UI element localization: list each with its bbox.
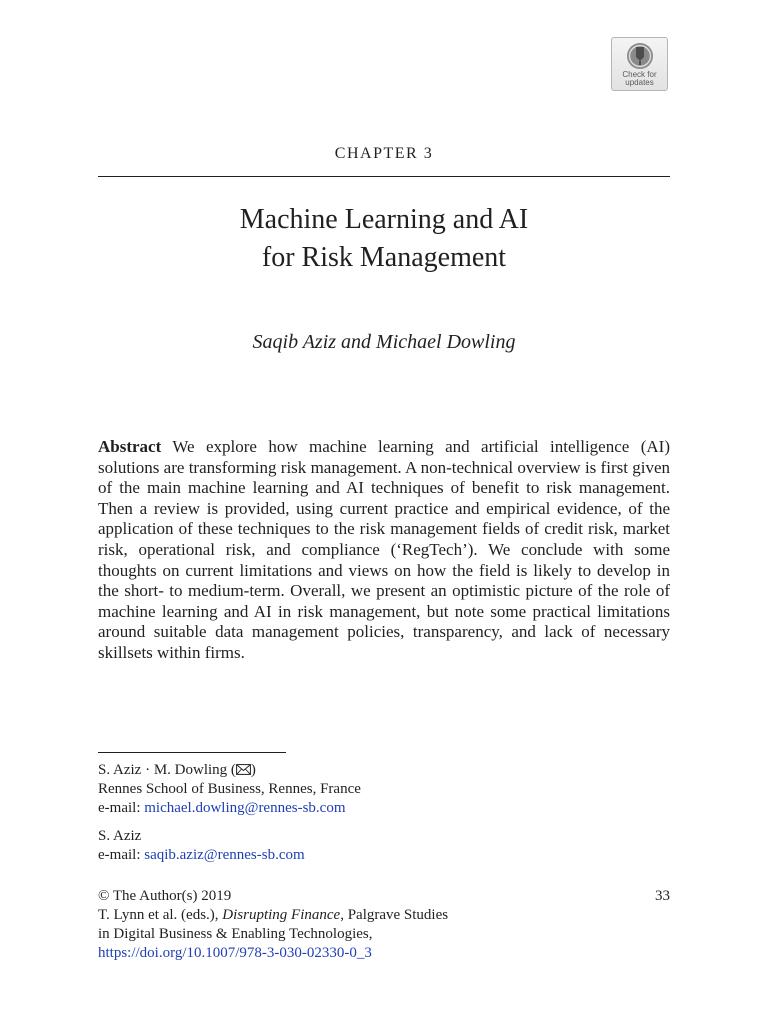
abstract-text: We explore how machine learning and artificial intelligence (AI) solutions are transforming risk management. A non-technical overview is first given of the main machine learning and AI techniques of benefit to risk management. Then a review is provided, using current practice and empirical evidence, of the application of these techniques to the risk management fields of credit risk, market risk, operational risk, and compliance (‘RegTech’). We conclude with some thoughts on current limitations and views on how the field is likely to develop in the short- to medium-term. Overall, we present an optimistic picture of the role of machine learning and AI in risk management, but note some practical limitations around suitable data management policies, transparency, and lack of necessary skillsets within firms. [98,437,670,662]
chapter-authors: Saqib Aziz and Michael Dowling [252,331,516,353]
page-number: 33 [655,888,670,904]
email-label: e-mail: [98,847,145,863]
email-line-aziz [98,846,305,865]
chapter-title-line-1: Machine Learning and AI [239,204,529,235]
email-line-dowling [98,799,361,818]
chapter-title-line-2: for Risk Management [261,242,507,273]
copyright-block [98,887,448,963]
second-author-name: S. Aziz [98,828,142,844]
email-link-aziz[interactable]: saqib.aziz@rennes-sb.com [144,847,305,863]
chapter-divider [98,176,670,177]
author-names: S. Aziz · M. Dowling ( [98,762,236,778]
book-title: Disrupting Finance [222,907,341,923]
chapter-title [98,201,670,277]
author-affiliation-block [98,761,361,818]
second-author-block [98,827,305,865]
email-link-dowling[interactable]: michael.dowling@rennes-sb.com [144,800,346,816]
badge-line-1: Check for [622,70,657,79]
badge-line-2: updates [625,78,654,87]
institution: Rennes School of Business, Rennes, France [98,781,361,797]
book-citation-line [98,906,448,925]
doi-link[interactable]: https://doi.org/10.1007/978-3-030-02330-0_3 [98,945,372,961]
crossmark-icon [626,42,654,70]
citation-series: , Palgrave Studies [340,907,449,923]
envelope-icon [236,764,251,775]
abstract-paragraph [98,437,670,664]
doi-line [98,944,448,963]
abstract-label: Abstract [98,437,162,456]
chapter-label: CHAPTER 3 [334,145,434,162]
author-names-line [98,761,361,780]
author-names-close: ) [250,762,256,778]
copyright-line: © The Author(s) 2019 [98,888,232,904]
citation-editors: T. Lynn et al. (eds.), [98,907,223,923]
footnote-divider [98,752,286,753]
email-label: e-mail: [98,800,145,816]
check-for-updates-label [612,71,667,87]
check-for-updates-badge[interactable] [611,37,668,91]
series-line: in Digital Business & Enabling Technologies, [98,926,373,942]
